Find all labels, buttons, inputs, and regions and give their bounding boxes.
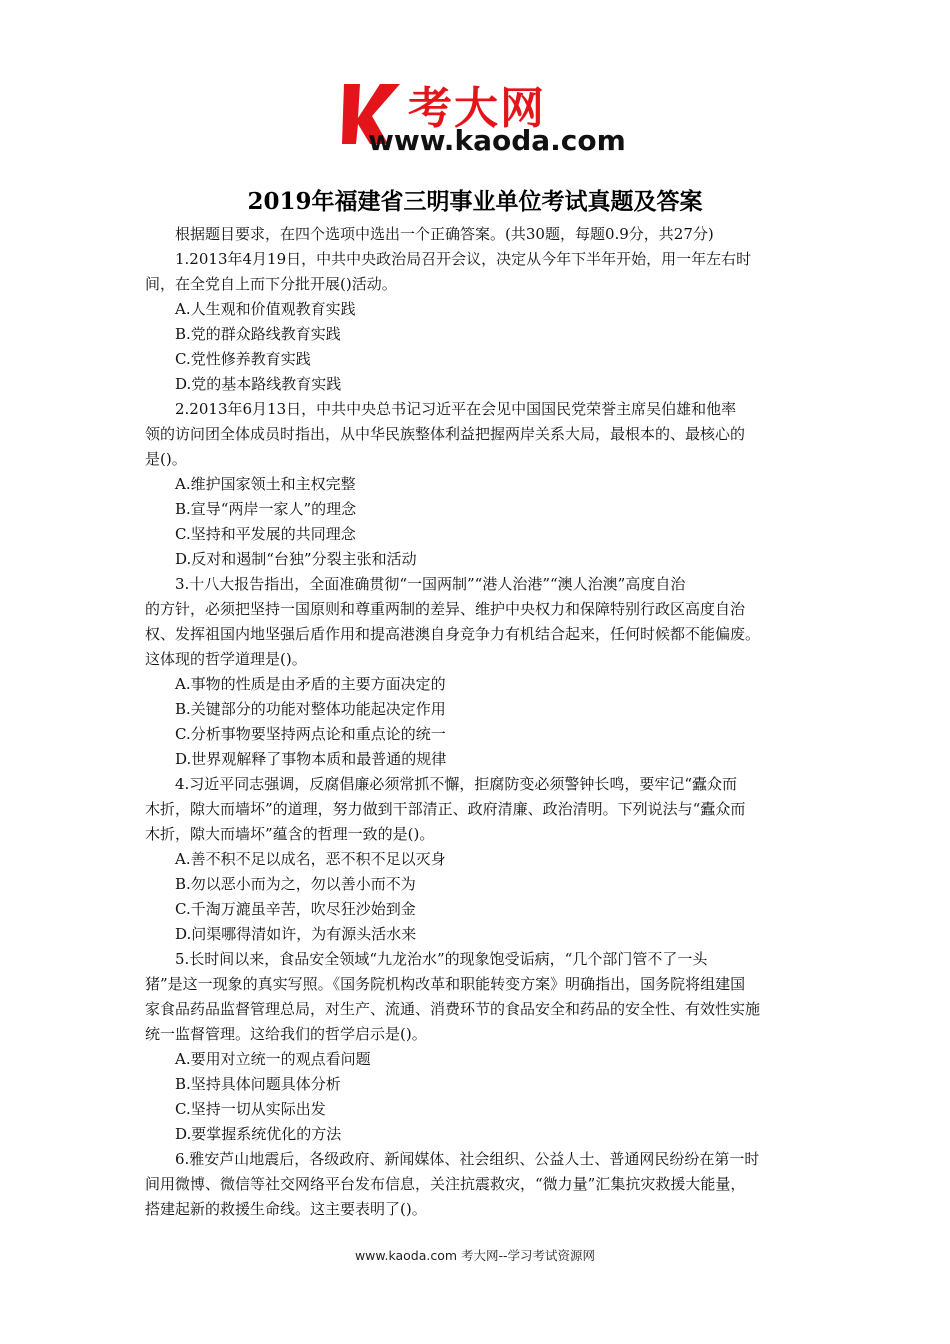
text-line: B.宣导“两岸一家人”的理念 — [175, 500, 357, 518]
text-line: 权、发挥祖国内地坚强后盾作用和提高港澳自身竞争力有机结合起来，任何时候都不能偏废。 — [145, 625, 761, 643]
text-line: 间，在全党自上而下分批开展()活动。 — [145, 275, 397, 293]
text-line: 6.雅安芦山地震后，各级政府、新闻媒体、社会组织、公益人士、普通网民纷纷在第一时 — [175, 1150, 760, 1168]
text-line: D.要掌握系统优化的方法 — [175, 1125, 342, 1143]
text-line: 领的访问团全体成员时指出，从中华民族整体利益把握两岸关系大局，最根本的、最核心的 — [145, 425, 746, 443]
text-line: D.党的基本路线教育实践 — [175, 375, 342, 393]
text-line: B.党的群众路线教育实践 — [175, 325, 341, 343]
text-line: A.事物的性质是由矛盾的主要方面决定的 — [175, 675, 446, 693]
text-line: 木折，隙大而墙坏”的道理，努力做到干部清正、政府清廉、政治清明。下列说法与“蠹众而 — [145, 800, 746, 818]
text-line: D.问渠哪得清如许，为有源头活水来 — [175, 925, 417, 943]
text-line: D.世界观解释了事物本质和最普通的规律 — [175, 750, 447, 768]
page-title: 2019年福建省三明事业单位考试真题及答案 — [247, 188, 703, 215]
text-line: B.坚持具体问题具体分析 — [175, 1075, 341, 1093]
text-line: A.要用对立统一的观点看问题 — [175, 1050, 371, 1068]
kaoda-logo — [338, 78, 658, 160]
text-line: 的方针，必须把坚持一国原则和尊重两制的差异、维护中央权力和保障特别行政区高度自治 — [145, 600, 746, 618]
text-line: 4.习近平同志强调，反腐倡廉必须常抓不懈，拒腐防变必须警钟长鸣，要牢记“蠹众而 — [175, 775, 737, 793]
text-line: A.人生观和价值观教育实践 — [175, 300, 356, 318]
text-line: 搭建起新的救援生命线。这主要表明了()。 — [145, 1200, 427, 1218]
text-line: C.千淘万漉虽辛苦，吹尽狂沙始到金 — [175, 900, 416, 918]
text-line: 5.长时间以来，食品安全领域“九龙治水”的现象饱受诟病，“几个部门管不了一头 — [175, 950, 708, 968]
text-line: C.分析事物要坚持两点论和重点论的统一 — [175, 725, 446, 743]
text-line: 这体现的哲学道理是()。 — [145, 650, 307, 668]
text-line: C.坚持和平发展的共同理念 — [175, 525, 356, 543]
text-line: 3.十八大报告指出，全面准确贯彻“一国两制”“港人治港”“澳人治澳”高度自治 — [175, 575, 686, 593]
text-line: D.反对和遏制“台独”分裂主张和活动 — [175, 550, 417, 568]
text-line: B.关键部分的功能对整体功能起决定作用 — [175, 700, 446, 718]
page-footer: www.kaoda.com 考大网--学习考试资源网 — [354, 1248, 596, 1263]
logo-url-text: www.kaoda.com — [368, 124, 626, 157]
text-line: 2.2013年6月13日，中共中央总书记习近平在会见中国国民党荣誉主席吴伯雄和他率 — [175, 400, 737, 418]
text-line: 是()。 — [145, 450, 187, 468]
text-line: 统一监督管理。这给我们的哲学启示是()。 — [145, 1025, 427, 1043]
text-line: 木折，隙大而墙坏”蕴含的哲理一致的是()。 — [145, 825, 435, 843]
text-line: B.勿以恶小而为之，勿以善小而不为 — [175, 875, 416, 893]
document-body — [145, 222, 817, 1222]
text-line: 根据题目要求，在四个选项中选出一个正确答案。(共30题，每题0.9分，共27分) — [175, 225, 714, 243]
text-line: 猪”是这一现象的真实写照。《国务院机构改革和职能转变方案》明确指出，国务院将组建国 — [145, 975, 746, 993]
text-line: 家食品药品监督管理总局，对生产、流通、消费环节的食品安全和药品的安全性、有效性实施 — [145, 1000, 761, 1018]
text-line: 间用微博、微信等社交网络平台发布信息，关注抗震救灾，“微力量”汇集抗灾救援大能量， — [145, 1175, 746, 1193]
text-line: C.坚持一切从实际出发 — [175, 1100, 326, 1118]
text-line: C.党性修养教育实践 — [175, 350, 311, 368]
logo-brand-text: 考大网 — [408, 83, 546, 134]
text-line: A.维护国家领土和主权完整 — [175, 475, 356, 493]
text-line: 1.2013年4月19日，中共中央政治局召开会议，决定从今年下半年开始，用一年左右时 — [175, 250, 752, 268]
text-line: A.善不积不足以成名，恶不积不足以灭身 — [175, 850, 446, 868]
